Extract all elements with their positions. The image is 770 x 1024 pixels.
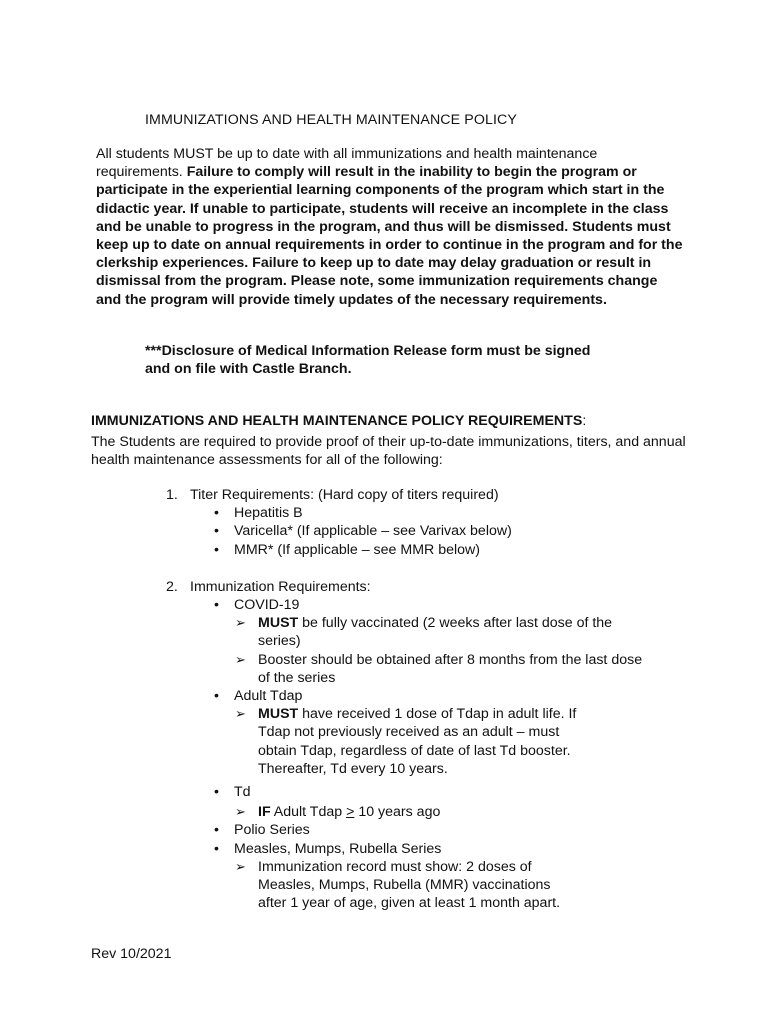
covid-details — [235, 614, 686, 687]
bullet-icon: • — [214, 840, 219, 857]
intro-lead-text: All students MUST be up to date with all immunizations and health maintenance requirements. — [96, 146, 598, 181]
requirements-intro: The Students are required to provide proof of their up-to-date immunizations, titers, and annual health maintenance assessments for all of the following: — [91, 434, 686, 469]
list-item-text: Adult Tdap — [234, 688, 303, 705]
intro-paragraph — [96, 145, 686, 309]
bullet-icon: • — [214, 597, 219, 614]
section-number: 1. — [166, 487, 178, 503]
sub-item-bold: MUST — [258, 706, 299, 723]
sub-item — [235, 858, 686, 913]
arrow-bullet-icon: ➢ — [235, 858, 246, 874]
mmr-details — [235, 858, 686, 913]
sub-item-text: Booster should be obtained after 8 months from the last dose of the series — [258, 651, 643, 686]
arrow-bullet-icon: ➢ — [235, 651, 246, 667]
disclosure-note: ***Disclosure of Medical Information Release form must be signed and on file with Castle Branch. — [145, 343, 591, 378]
sub-item-text — [258, 614, 648, 650]
arrow-bullet-icon: ➢ — [235, 804, 246, 820]
requirements-heading-text: IMMUNIZATIONS AND HEALTH MAINTENANCE POLICY REQUIREMENTS — [91, 413, 583, 429]
section-title: Immunization Requirements: — [190, 578, 371, 595]
sub-item-body: Adult Tdap — [270, 804, 347, 821]
list-item-text: Polio Series — [234, 822, 310, 839]
sub-item-bold: IF — [258, 804, 271, 821]
section-title: Titer Requirements: (Hard copy of titers required) — [190, 487, 499, 503]
sub-item-text: Immunization record must show: 2 doses of Measles, Mumps, Rubella (MMR) vaccinations after 1 year of age, given at least 1 month apart. — [258, 858, 561, 912]
list-item-text: Hepatitis B — [234, 505, 303, 522]
bullet-icon: • — [214, 822, 219, 839]
tdap-details — [235, 705, 686, 778]
sub-item-text — [258, 803, 648, 821]
list-item-varicella — [212, 522, 686, 540]
sub-item — [235, 803, 686, 821]
requirement-section-immunizations — [166, 578, 686, 913]
bullet-icon: • — [214, 523, 219, 540]
list-item-text: COVID-19 — [234, 597, 300, 614]
page-title: IMMUNIZATIONS AND HEALTH MAINTENANCE POLICY — [145, 112, 517, 128]
greater-equal-symbol: > — [346, 804, 355, 821]
sub-item — [235, 651, 686, 687]
list-item-text: Td — [234, 784, 251, 801]
list-item-mmr — [212, 541, 686, 559]
bullet-icon: • — [214, 541, 219, 558]
bullet-icon: • — [214, 688, 219, 705]
sub-item-bold: MUST — [258, 615, 299, 632]
sub-item-tail: 10 years ago — [354, 804, 441, 821]
list-item-mmr-series — [212, 840, 686, 913]
revision-footer: Rev 10/2021 — [91, 946, 172, 962]
td-details — [235, 803, 686, 821]
list-item-text: Varicella* (If applicable – see Varivax below) — [234, 523, 512, 540]
sub-item — [235, 614, 686, 650]
titer-list — [212, 504, 686, 559]
sub-item — [235, 705, 686, 778]
requirements-heading-colon: : — [582, 413, 587, 429]
arrow-bullet-icon: ➢ — [235, 615, 246, 631]
requirements-list — [166, 486, 686, 931]
immunization-list — [212, 596, 686, 912]
sub-item-body: have received 1 dose of Tdap in adult life. If Tdap not previously received as an adult – must obtain Tdap, regardless of date of last Td booster. Thereafter, Td every 10 years. — [258, 706, 577, 777]
list-item-td — [212, 783, 686, 821]
arrow-bullet-icon: ➢ — [235, 706, 246, 722]
requirements-heading — [91, 412, 586, 430]
list-item-text: MMR* (If applicable – see MMR below) — [234, 541, 480, 558]
requirement-section-titers — [166, 486, 686, 559]
list-item-polio-series — [212, 821, 686, 839]
intro-bold-text: Failure to comply will result in the inability to begin the program or participate in the experiential learning components of the program which start in the didactic year. If unable to participate, students will receive an incomplete in the class and be unable to progress in the program, and thus will be dismissed. Students must keep up to date on annual requirements in order to continue in the program and for the clerkship experiences. Failure to keep up to date may delay graduation or result in dismissal from the program. Please note, some immunization requirements change and the program will provide timely updates of the necessary requirements. — [96, 164, 683, 308]
section-number: 2. — [166, 578, 178, 595]
sub-item-text — [258, 705, 588, 778]
bullet-icon: • — [214, 784, 219, 801]
list-item-covid-19 — [212, 596, 686, 687]
list-item-hepatitis-b — [212, 504, 686, 522]
sub-item-body: be fully vaccinated (2 weeks after last dose of the series) — [258, 615, 613, 650]
list-item-text: Measles, Mumps, Rubella Series — [234, 840, 442, 857]
list-item-adult-tdap — [212, 687, 686, 778]
bullet-icon: • — [214, 505, 219, 522]
